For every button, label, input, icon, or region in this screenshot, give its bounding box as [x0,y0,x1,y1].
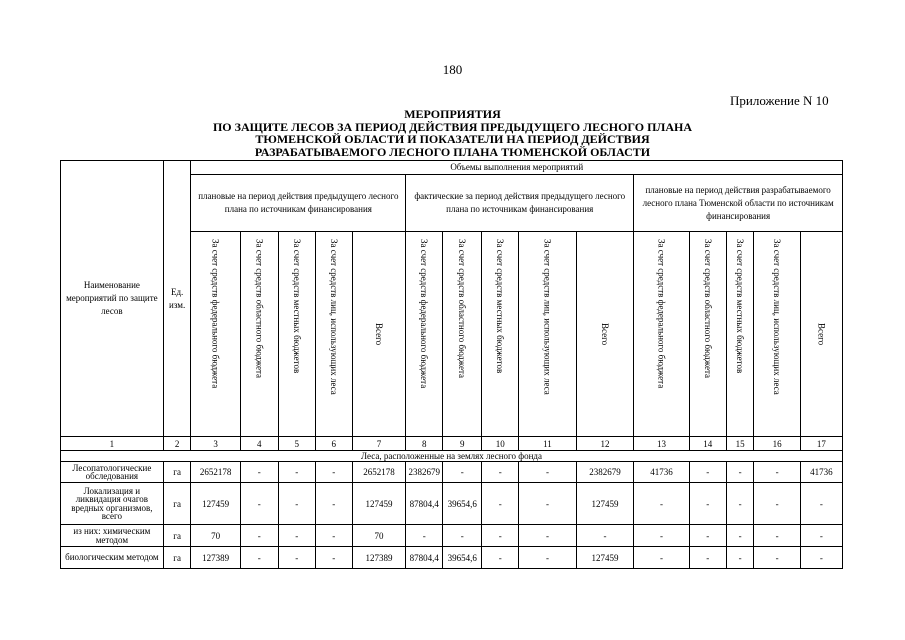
source-header: За счет средств местных бюджетов [278,232,315,437]
source-header: За счет средств областного бюджета [689,232,726,437]
column-number: 5 [278,437,315,451]
title-line: МЕРОПРИЯТИЯ [404,107,501,121]
value-cell: 2382679 [576,462,634,483]
group-header-actual-previous: фактические за период действия предыдущего лесного плана по источникам финансирования [406,175,634,232]
value-cell: - [689,525,726,547]
value-cell: 2652178 [191,462,240,483]
table-row [61,483,843,525]
measure-unit: га [163,547,191,569]
title-line: ПО ЗАЩИТЕ ЛЕСОВ ЗА ПЕРИОД ДЕЙСТВИЯ ПРЕДЫДУЩЕГО ЛЕСНОГО ПЛАНА [212,119,693,134]
value-cell: - [519,525,577,547]
value-cell: - [726,525,754,547]
value-cell: - [482,462,519,483]
value-cell: - [726,462,754,483]
column-number: 15 [726,437,754,451]
value-cell: - [754,483,800,525]
value-cell: - [406,525,443,547]
value-cell: - [800,547,842,569]
value-cell: - [689,547,726,569]
value-cell: - [519,462,577,483]
measure-unit: га [163,525,191,547]
value-cell: 70 [191,525,240,547]
value-cell: - [278,462,315,483]
value-cell: - [754,547,800,569]
column-number: 7 [352,437,405,451]
source-header: За счет средств областного бюджета [443,232,482,437]
value-cell: - [278,525,315,547]
value-cell: - [726,547,754,569]
value-cell: - [315,483,352,525]
measure-name: Лесопатологические обследования [61,462,164,483]
value-cell: 127459 [191,483,240,525]
value-cell: 39654,6 [443,547,482,569]
value-cell: 2652178 [352,462,405,483]
value-cell: - [726,483,754,525]
column-number: 12 [576,437,634,451]
column-number: 10 [482,437,519,451]
value-cell: - [278,547,315,569]
source-header: За счет средств лиц, использующих леса [754,232,800,437]
value-cell: - [689,462,726,483]
column-number: 4 [240,437,278,451]
value-cell: - [689,483,726,525]
value-cell: 41736 [634,462,689,483]
unit-header: Ед. изм. [163,161,191,437]
table-row [61,462,843,483]
group-header-planned-new: плановые на период действия разрабатываемого лесного плана Тюменской области по источникам финансирования [634,175,843,232]
value-cell: - [800,525,842,547]
value-cell: - [754,525,800,547]
value-cell: - [240,525,278,547]
measure-name: из них: химическим методом [61,525,164,547]
section-label: Леса, расположенные на землях лесного фонда [61,451,843,462]
value-cell: - [482,547,519,569]
value-cell: - [576,525,634,547]
value-cell: - [315,462,352,483]
document-title [180,108,725,158]
value-cell: - [240,462,278,483]
column-number: 6 [315,437,352,451]
appendix-label: Приложение N 10 [730,93,829,108]
column-number: 1 [61,437,164,451]
volume-header: Объемы выполнения мероприятий [191,161,843,175]
source-header: За счет средств федерального бюджета [191,232,240,437]
title-line: РАЗРАБАТЫВАЕМОГО ЛЕСНОГО ПЛАНА ТЮМЕНСКОЙ ОБЛАСТИ [254,144,651,159]
column-number: 3 [191,437,240,451]
column-number: 2 [163,437,191,451]
column-number: 13 [634,437,689,451]
value-cell: - [240,483,278,525]
value-cell: 87804,4 [406,483,443,525]
value-cell: - [634,483,689,525]
table-row [61,547,843,569]
value-cell: - [800,483,842,525]
source-header: Всего [352,232,405,437]
value-cell: 127389 [191,547,240,569]
column-number: 16 [754,437,800,451]
value-cell: 127459 [576,483,634,525]
measure-unit: га [163,462,191,483]
table-row [61,525,843,547]
source-header: За счет средств областного бюджета [240,232,278,437]
value-cell: - [754,462,800,483]
source-header: За счет средств федерального бюджета [406,232,443,437]
value-cell: 70 [352,525,405,547]
value-cell: - [278,483,315,525]
source-header: Всего [800,232,842,437]
data-rows [61,462,843,569]
value-cell: - [482,525,519,547]
value-cell: - [482,483,519,525]
measure-unit: га [163,483,191,525]
column-number: 14 [689,437,726,451]
value-cell: 127389 [352,547,405,569]
source-header: За счет средств местных бюджетов [482,232,519,437]
value-cell: 39654,6 [443,483,482,525]
page-number: 180 [442,62,463,77]
group-header-planned-previous: плановые на период действия предыдущего лесного плана по источникам финансирования [191,175,406,232]
value-cell: 2382679 [406,462,443,483]
value-cell: - [519,547,577,569]
column-number: 9 [443,437,482,451]
column-number-row [61,437,843,451]
source-header: За счет средств федерального бюджета [634,232,689,437]
value-cell: - [443,525,482,547]
column-number: 8 [406,437,443,451]
source-header: За счет средств лиц, использующих леса [519,232,577,437]
value-cell: 127459 [576,547,634,569]
value-cell: - [443,462,482,483]
value-cell: - [634,525,689,547]
value-cell: 87804,4 [406,547,443,569]
name-header: Наименование мероприятий по защите лесов [61,161,164,437]
measures-table [60,160,843,569]
column-number: 17 [800,437,842,451]
title-line: ТЮМЕНСКОЙ ОБЛАСТИ И ПОКАЗАТЕЛИ НА ПЕРИОД ДЕЙСТВИЯ [255,132,650,146]
value-cell: 127459 [352,483,405,525]
measure-name: Локализация и ликвидация очагов вредных организмов, всего [61,483,164,525]
value-cell: - [315,525,352,547]
measure-name: биологическим методом [61,547,164,569]
source-header: Всего [576,232,634,437]
column-number: 11 [519,437,577,451]
value-cell: - [634,547,689,569]
source-header: За счет средств лиц, использующих леса [315,232,352,437]
source-header: За счет средств местных бюджетов [726,232,754,437]
value-cell: - [315,547,352,569]
value-cell: - [519,483,577,525]
value-cell: 41736 [800,462,842,483]
value-cell: - [240,547,278,569]
